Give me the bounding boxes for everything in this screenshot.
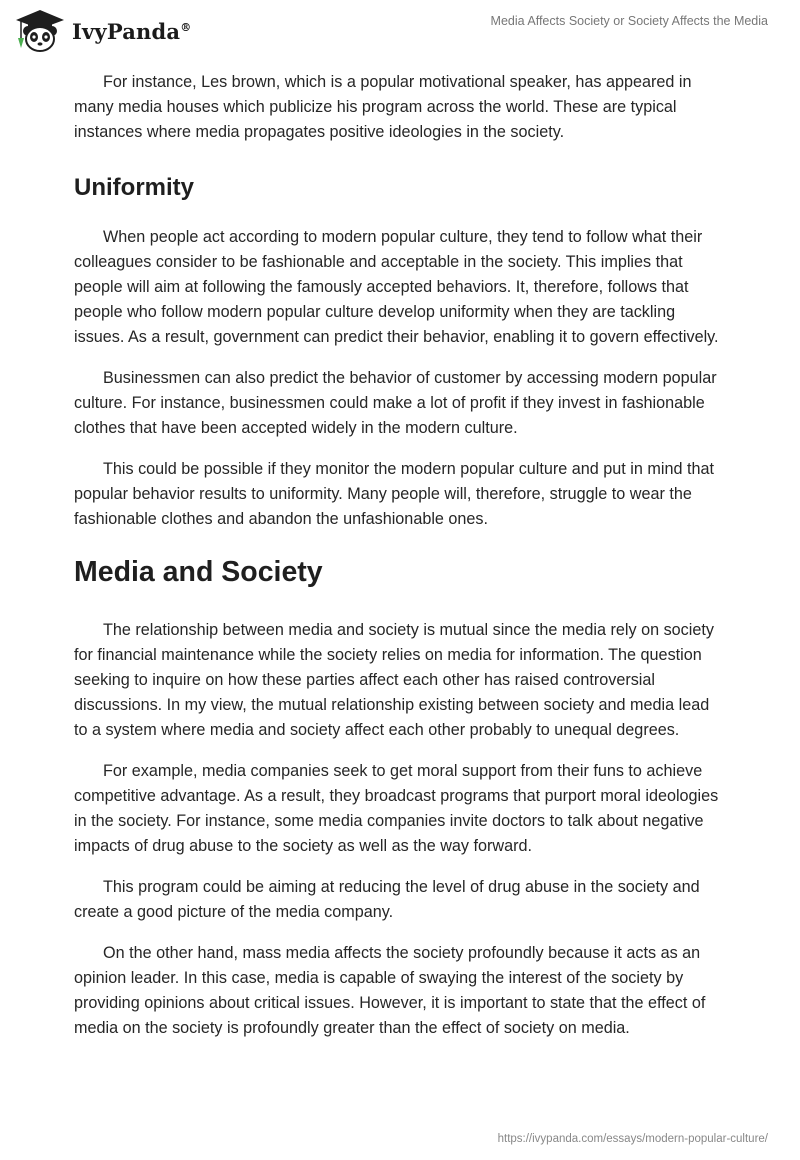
paragraph-media-society-3: This program could be aiming at reducing the level of drug abuse in the society and create a good picture of the media company. bbox=[74, 878, 700, 921]
running-title: Media Affects Society or Society Affects the Media bbox=[490, 14, 768, 28]
essay-content bbox=[74, 70, 726, 1057]
paragraph-uniformity-2: Businessmen can also predict the behavior of customer by accessing modern popular culture. For instance, businessmen could make a lot of profit if they invest in fashionable clothes that have been accepted widely in the modern culture. bbox=[74, 369, 717, 437]
page-header bbox=[0, 0, 800, 70]
paragraph-media-society-4: On the other hand, mass media affects the society profoundly because it acts as an opinion leader. In this case, media is capable of swaying the interest of the society by providing opinions about critical issues. However, it is important to state that the effect of media on the society is profoundly greater than the effect of society on media. bbox=[74, 944, 706, 1037]
paragraph-intro: For instance, Les brown, which is a popular motivational speaker, has appeared in many media houses which publicize his program across the world. These are typical instances where media propagates positive ideologies in the society. bbox=[74, 73, 692, 141]
heading-media-and-society: Media and Society bbox=[74, 556, 323, 588]
paragraph-uniformity-1: When people act according to modern popular culture, they tend to follow what their colleagues consider to be fashionable and acceptable in the society. This implies that people will aim at following the famously accepted behaviors. It, therefore, follows that people who follow modern popular culture develop uniformity when they are tackling issues. As a result, government can predict their behavior, enabling it to govern effectively. bbox=[74, 228, 719, 346]
paragraph-media-society-2: For example, media companies seek to get moral support from their funs to achieve competitive advantage. As a result, they broadcast programs that purport moral ideologies in the society. For instance, some media companies invite doctors to talk about negative impacts of drug abuse to the society as well as the way forward. bbox=[74, 762, 719, 855]
panda-graduation-cap-icon bbox=[14, 8, 66, 54]
brand-logo[interactable] bbox=[14, 8, 191, 54]
brand-name: IvyPanda® bbox=[72, 18, 192, 44]
heading-uniformity: Uniformity bbox=[74, 174, 194, 201]
registered-mark: ® bbox=[180, 20, 192, 34]
paragraph-uniformity-3: This could be possible if they monitor the modern popular culture and put in mind that popular behavior results to uniformity. Many people will, therefore, struggle to wear the fashionable clothes and abandon the unfashionable ones. bbox=[74, 460, 714, 528]
paragraph-media-society-1: The relationship between media and society is mutual since the media rely on society for financial maintenance while the society relies on media for information. The question seeking to inquire on how these parties affect each other has raised controversial discussions. In my view, the mutual relationship existing between society and media lead to a system where media and society affect each other probably to unequal degrees. bbox=[74, 621, 714, 739]
source-url[interactable]: https://ivypanda.com/essays/modern-popular-culture/ bbox=[497, 1133, 768, 1145]
